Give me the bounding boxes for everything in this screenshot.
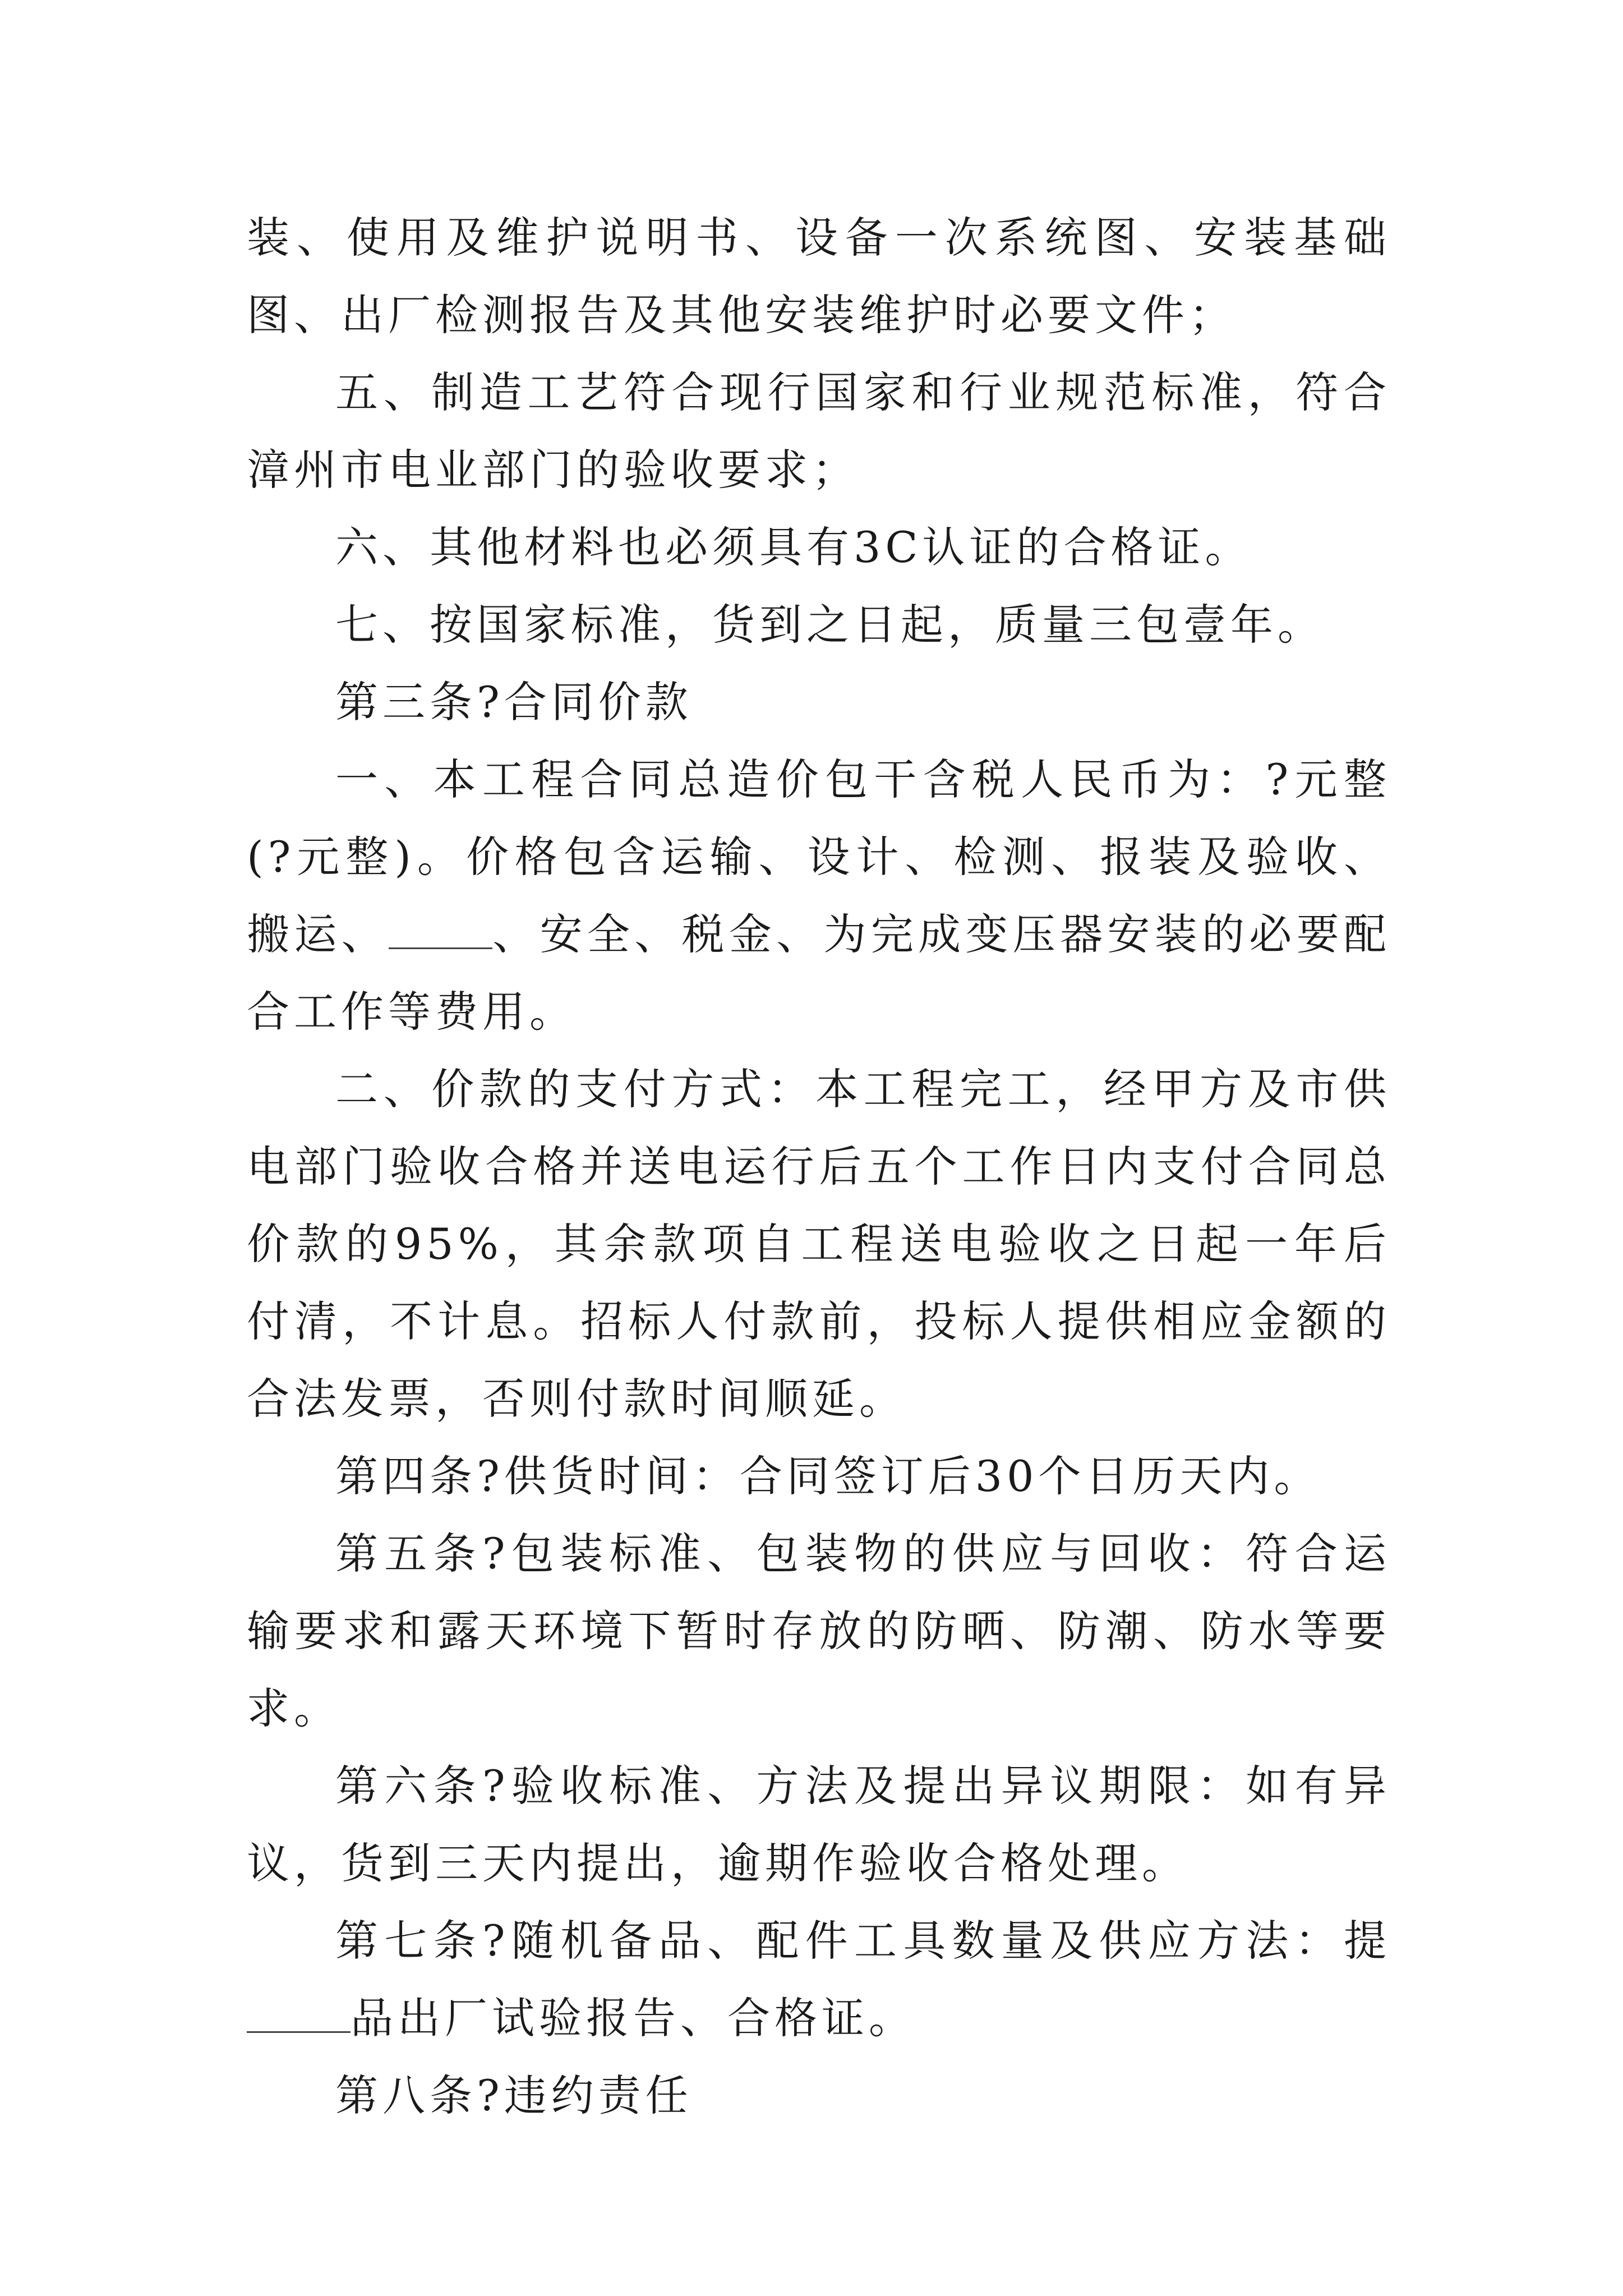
paragraph-text: 一、本工程合同总造价包干含税人民币为：?元整(?元整)。价格包含运输、设计、检测、报装及验收、搬运、: [247, 754, 1391, 959]
paragraph-text: 五、制造工艺符合现行国家和行业规范标准，符合漳州市电业部门的验收要求；: [247, 367, 1391, 495]
heading-text: 第八条?违约责任: [335, 2070, 693, 2120]
fill-in-blank: [389, 914, 492, 949]
section-heading-article-8: [247, 2057, 1391, 2134]
heading-text: 第三条?合同价款: [335, 677, 693, 727]
paragraph-10: [247, 1747, 1391, 1902]
document-body: [247, 199, 1391, 2134]
paragraph-text: 第四条?供货时间：合同签订后30个日历天内。: [335, 1451, 1321, 1501]
paragraph-text: 六、其他材料也必须具有3C认证的合格证。: [335, 522, 1252, 572]
paragraph-11: [247, 1902, 1391, 2057]
paragraph-7: [247, 1051, 1391, 1438]
paragraph-text: 品出厂试验报告、合格证。: [351, 1993, 916, 2043]
paragraph-4: [247, 586, 1391, 664]
paragraph-6: [247, 741, 1391, 1051]
paragraph-text: 第五条?包装标准、包装物的供应与回收：符合运输要求和露天环境下暂时存放的防晒、防潮、防水等要求。: [247, 1529, 1391, 1733]
section-heading-article-3: [247, 664, 1391, 741]
paragraph-text: 第六条?验收标准、方法及提出异议期限：如有异议，货到三天内提出，逾期作验收合格处理。: [247, 1761, 1391, 1888]
paragraph-text: 、安全、税金、为完成变压器安装的必要配合工作等费用。: [247, 909, 1391, 1037]
paragraph-8: [247, 1438, 1391, 1515]
paragraph-2: [247, 354, 1391, 509]
paragraph-text: 装、使用及维护说明书、设备一次系统图、安装基础图、出厂检测报告及其他安装维护时必要文件；: [247, 213, 1391, 340]
fill-in-blank: [247, 1998, 351, 2033]
paragraph-1: [247, 199, 1391, 354]
paragraph-text: 二、价款的支付方式：本工程完工，经甲方及市供电部门验收合格并送电运行后五个工作日内支付合同总价款的95%，其余款项自工程送电验收之日起一年后付清，不计息。招标人付款前，投标人提供相应金额的合法发票，否则付款时间顺延。: [247, 1064, 1391, 1424]
paragraph-text: 七、按国家标准，货到之日起，质量三包壹年。: [335, 600, 1325, 650]
paragraph-text: 第七条?随机备品、配件工具数量及供应方法：提: [335, 1916, 1391, 1966]
paragraph-9: [247, 1515, 1391, 1747]
paragraph-3: [247, 509, 1391, 586]
